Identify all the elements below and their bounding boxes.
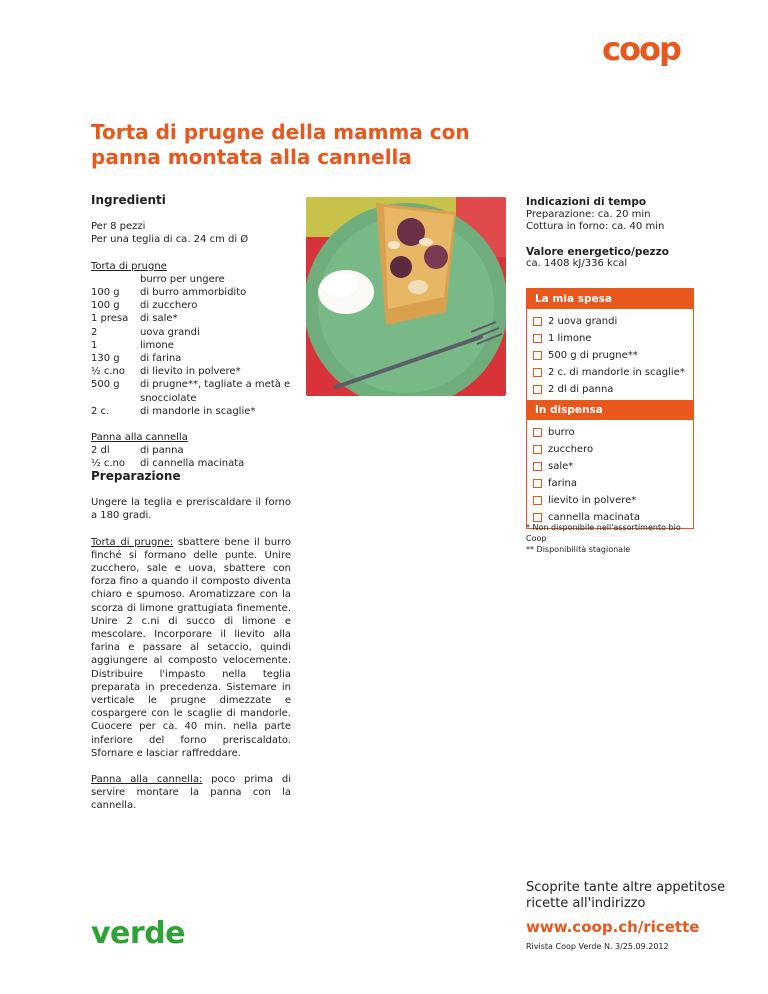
checkbox-icon[interactable]	[533, 479, 542, 488]
coop-logo-text: coop	[602, 34, 680, 66]
checkbox-icon[interactable]	[533, 317, 542, 326]
ingredients-section	[91, 194, 291, 471]
ingredient-qty: 100 g	[91, 287, 120, 299]
ingredient-item: di zucchero	[140, 300, 198, 312]
ingredient-item: di farina	[140, 353, 182, 365]
ingredient-item: di panna	[140, 445, 184, 457]
preparation-section	[91, 470, 291, 826]
preparation-heading: Preparazione	[91, 469, 181, 483]
ingredient-item: limone	[140, 339, 174, 351]
pantry-list	[527, 420, 693, 528]
pantry-item[interactable]: sale*	[533, 458, 693, 475]
cook-time: Cottura in forno: ca. 40 min	[526, 221, 665, 232]
ingredient-item: di burro ammorbidito	[140, 287, 247, 299]
timing-heading: Indicazioni di tempo	[526, 196, 647, 208]
energy-heading: Valore energetico/pezzo	[526, 245, 669, 258]
coop-logo	[602, 34, 696, 66]
ingredient-qty: 500 g	[91, 379, 120, 391]
step-text: sbattere bene il burro finché si formano delle punte. Unire zucchero, sale e uova, sbattere con forza fino a quando il composto diventa chiaro e spumoso. Aromatizzare con la scorza di limone grattugiata finemente. Unire 2 c.ni di succo di limone e mescolare. Incorporare il lievito alla farina e passare al setaccio, quindi aggiungere al composto velocemente. Distribuire l'impasto nella teglia preparata in precedenza. Sistemare in verticale le prugne dimezzate e cospargere con le scaglie di mandorle. Cuocere per ca. 40 min. nella parte inferiore del forno preriscaldato. Sfornare e lasciar raffreddare.	[91, 536, 291, 759]
checkbox-icon[interactable]	[533, 513, 542, 522]
checkbox-icon[interactable]	[533, 428, 542, 437]
footnotes	[526, 522, 701, 555]
footnote: ** Disponibilità stagionale	[526, 545, 631, 554]
shopping-item[interactable]: 2 dl di panna	[533, 381, 693, 398]
ingredient-qty: 130 g	[91, 353, 120, 365]
ingredient-item: uova grandi	[140, 326, 200, 338]
shopping-item[interactable]: 500 g di prugne**	[533, 347, 693, 364]
ingredient-item: di prugne**, tagliate a metà e snocciolate	[140, 379, 291, 404]
shopping-box	[526, 288, 694, 529]
ingredient-qty: 2 c.	[91, 405, 110, 417]
shopping-list	[527, 309, 693, 400]
shopping-item[interactable]: 2 uova grandi	[533, 313, 693, 330]
checkbox-icon[interactable]	[533, 334, 542, 343]
ingredient-group-title: Torta di prugne	[91, 260, 167, 272]
pantry-heading: In dispensa	[527, 400, 693, 420]
ingredient-item: di lievito in polvere*	[140, 366, 241, 378]
ingredient-qty: 100 g	[91, 300, 120, 312]
ingredient-qty: 1 presa	[91, 313, 129, 325]
preparation-step	[91, 773, 291, 813]
ingredient-qty: 1	[91, 339, 98, 351]
ingredient-group-title: Panna alla cannella	[91, 432, 188, 444]
ingredients-heading: Ingredienti	[91, 193, 166, 207]
ingredient-item: di cannella macinata	[140, 458, 245, 470]
pantry-item[interactable]: farina	[533, 475, 693, 492]
preparation-step	[91, 536, 291, 760]
shopping-item[interactable]: 1 limone	[533, 330, 693, 347]
checkbox-icon[interactable]	[533, 445, 542, 454]
checkbox-icon[interactable]	[533, 351, 542, 360]
checkbox-icon[interactable]	[533, 462, 542, 471]
pantry-item[interactable]: burro	[533, 424, 693, 441]
ingredient-qty: 2	[91, 326, 98, 338]
step-label: Panna alla cannella:	[91, 774, 203, 786]
serving-size: Per 8 pezzi	[91, 221, 146, 233]
ingredient-item: di sale*	[140, 313, 178, 325]
step-label: Torta di prugne:	[91, 536, 174, 548]
footer-cta	[526, 880, 726, 951]
checkbox-icon[interactable]	[533, 385, 542, 394]
info-column	[526, 196, 696, 283]
ingredient-qty: ½ c.no	[91, 366, 126, 378]
ingredient-item: di mandorle in scaglie*	[140, 405, 256, 417]
ingredient-qty: 2 dl	[91, 445, 110, 457]
verde-logo: verde	[91, 916, 186, 951]
pantry-item[interactable]: cannella macinata	[533, 509, 693, 526]
plum-cake-photo	[306, 197, 506, 396]
ingredient-list-panna	[91, 444, 291, 470]
cta-text: Scoprite tante altre appetitose ricette all'indirizzo	[526, 880, 726, 911]
shopping-item[interactable]: 2 c. di mandorle in scaglie*	[533, 364, 693, 381]
checkbox-icon[interactable]	[533, 496, 542, 505]
shopping-heading: La mia spesa	[527, 289, 693, 309]
footnote: * Non disponibile nell'assortimento bio Coop	[526, 523, 681, 543]
recipe-title: Torta di prugne della mamma con panna montata alla cannella	[91, 120, 470, 169]
ingredient-qty	[91, 273, 140, 286]
ingredient-item: burro per ungere	[140, 273, 225, 285]
step-text: poco prima di servire montare la panna con la cannella.	[91, 774, 291, 812]
recipes-link[interactable]: www.coop.ch/ricette	[526, 918, 700, 936]
preparation-step: Ungere la teglia e preriscaldare il forno a 180 gradi.	[91, 497, 291, 522]
source-note: Rivista Coop Verde N. 3/25.09.2012	[526, 942, 669, 951]
energy-value: ca. 1408 kJ/336 kcal	[526, 258, 628, 269]
ingredient-list-torta	[91, 273, 291, 418]
pantry-item[interactable]: lievito in polvere*	[533, 492, 693, 509]
pantry-item[interactable]: zucchero	[533, 441, 693, 458]
checkbox-icon[interactable]	[533, 368, 542, 377]
ingredient-qty: ½ c.no	[91, 458, 126, 470]
pan-size: Per una teglia di ca. 24 cm di Ø	[91, 234, 249, 246]
prep-time: Preparazione: ca. 20 min	[526, 208, 651, 220]
